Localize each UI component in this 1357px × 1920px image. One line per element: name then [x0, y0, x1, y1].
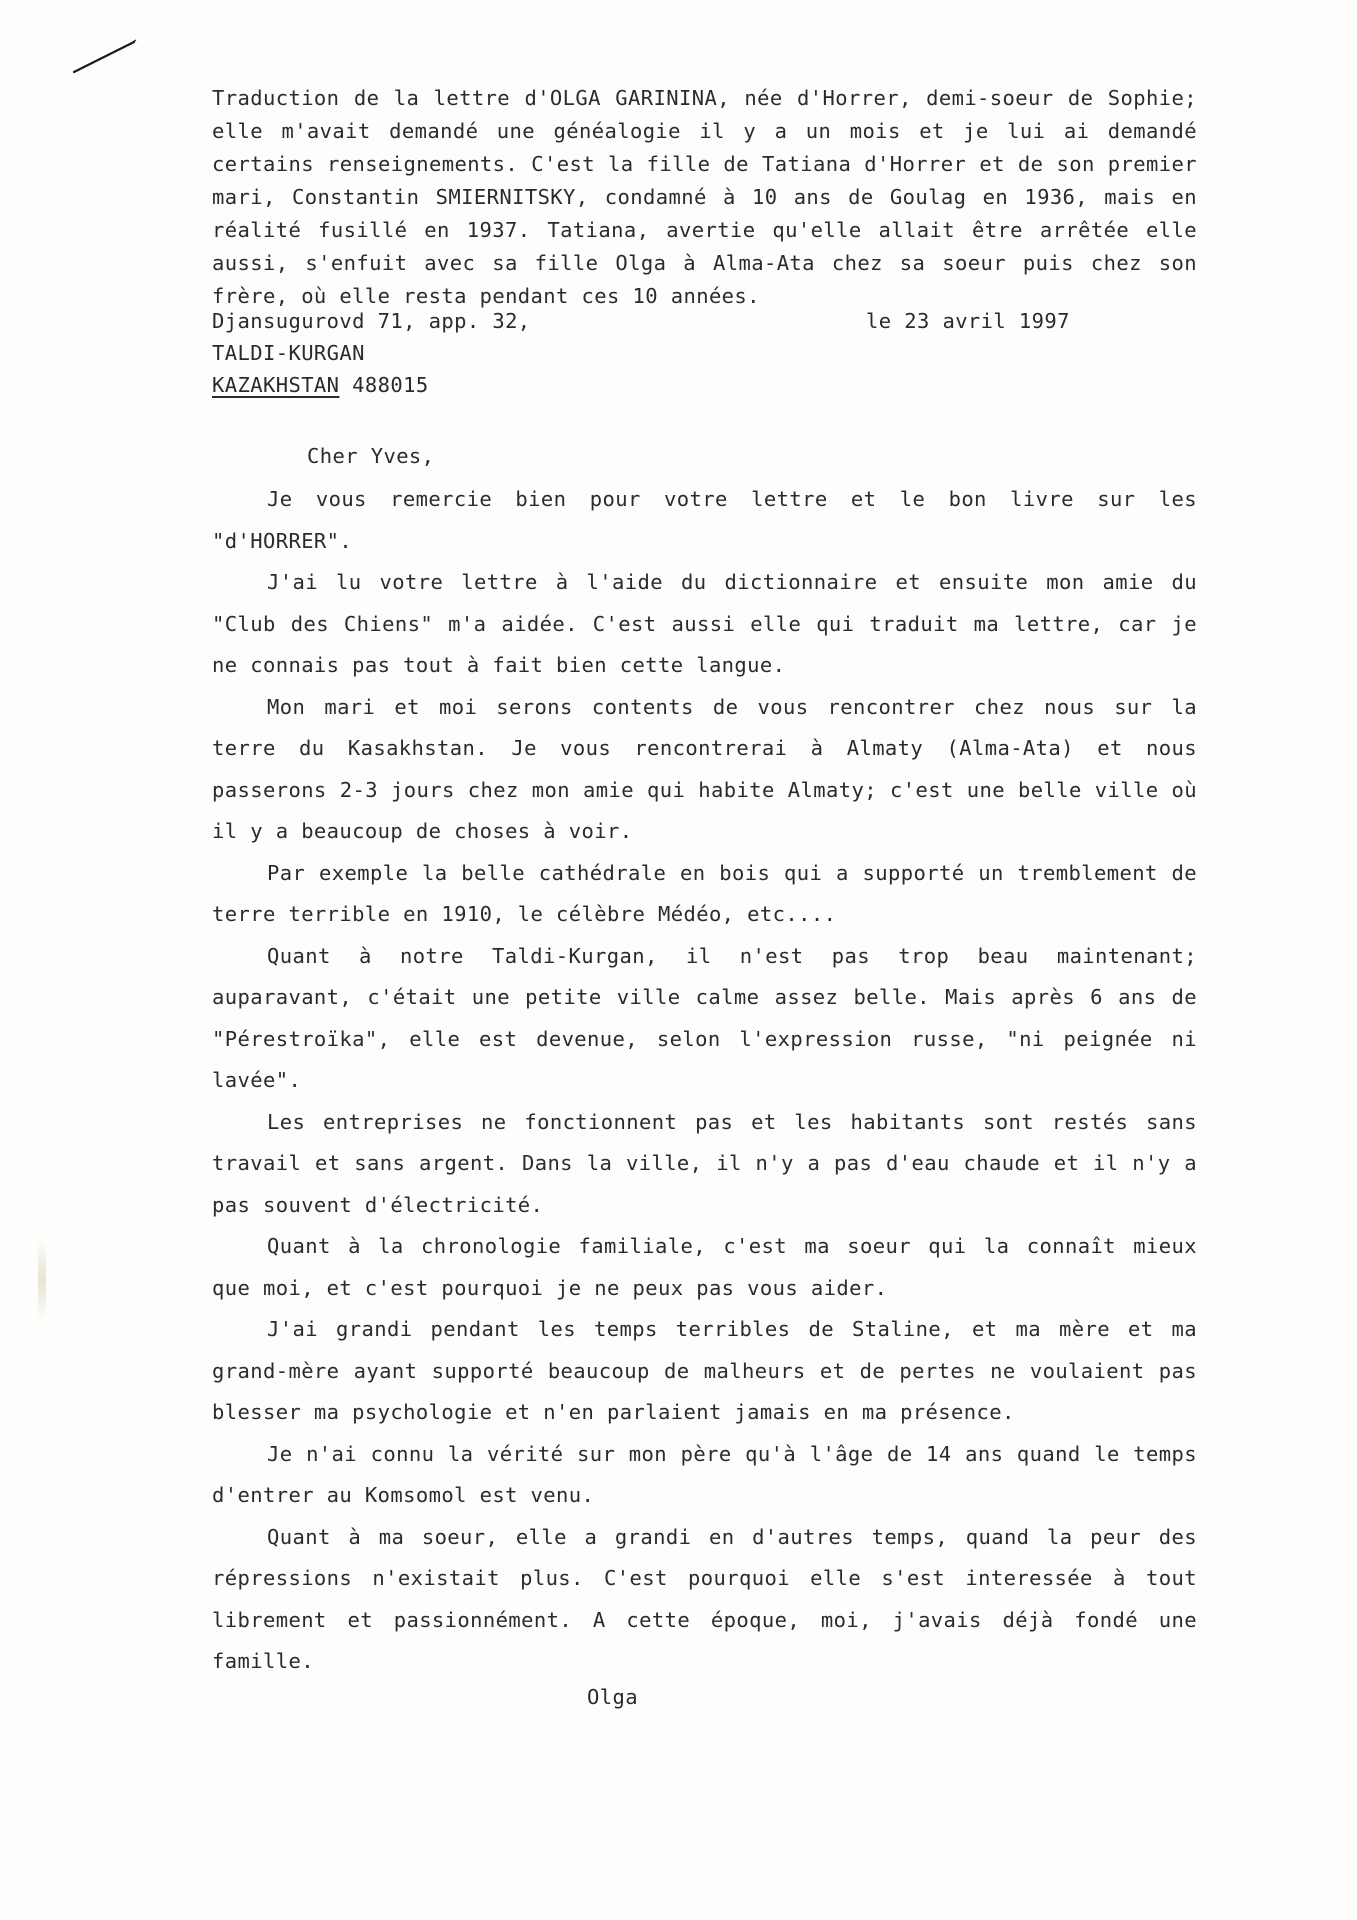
paragraph: Quant à notre Taldi-Kurgan, il n'est pas trop beau maintenant; auparavant, c'était une petite ville calme assez belle. Mais après 6 ans de "Pérestroïka", elle est devenue, selon l'expression russe, "ni peignée ni lavée".	[212, 943, 1197, 1092]
letter-date: le 23 avril 1997	[866, 309, 1070, 333]
paragraph: Par exemple la belle cathédrale en bois qui a supporté un tremblement de terre terrible en 1910, le célèbre Médéo, etc....	[212, 860, 1197, 926]
paragraph: Je vous remercie bien pour votre lettre et le bon livre sur les "d'HORRER".	[212, 487, 1197, 553]
paragraph: J'ai lu votre lettre à l'aide du dictionnaire et ensuite mon amie du "Club des Chiens" m'a aidée. C'est aussi elle qui traduit ma lettre, car je ne connais pas tout à fait bien cette langue.	[212, 570, 1197, 677]
pen-stroke-mark	[72, 36, 142, 76]
paragraph: Quant à la chronologie familiale, c'est ma soeur qui la connaît mieux que moi, et c'est pourquoi je ne peux pas vous aider.	[212, 1234, 1197, 1300]
address-postcode: 488015	[339, 373, 429, 397]
paragraph: J'ai grandi pendant les temps terribles de Staline, et ma mère et ma grand-mère ayant supporté beaucoup de malheurs et de pertes ne voulaient pas blesser ma psychologie et n'en parlaient jamais en ma présence.	[212, 1317, 1197, 1424]
address-city: TALDI-KURGAN	[212, 341, 365, 365]
paragraph: Quant à ma soeur, elle a grandi en d'autres temps, quand la peur des répressions n'existait plus. C'est pourquoi elle s'est interessée à tout librement et passionnément. A cette époque, moi, j'avais déjà fondé une famille.	[212, 1524, 1197, 1673]
address-country-line	[212, 369, 531, 401]
address-street: Djansugurovd 71, app. 32,	[212, 309, 531, 333]
translator-note-text: Traduction de la lettre d'OLGA GARININA, née d'Horrer, demi-soeur de Sophie; elle m'avait demandé une généalogie il y a un mois et je lui ai demandé certains renseignements. C'est la fille de Tatiana d'Horrer et de son premier mari, Constantin SMIERNITSKY, condamné à 10 ans de Goulag en 1936, mais en réalité fusillé en 1937. Tatiana, avertie qu'elle allait être arrêtée elle aussi, s'enfuit avec sa fille Olga à Alma-Ata chez sa soeur puis chez son frère, où elle resta pendant ces 10 années.	[212, 86, 1197, 308]
paper-stain	[38, 1240, 46, 1320]
paragraph: Je n'ai connu la vérité sur mon père qu'à l'âge de 14 ans quand le temps d'entrer au Komsomol est venu.	[212, 1441, 1197, 1507]
translator-note	[212, 82, 1197, 313]
address-country: KAZAKHSTAN	[212, 373, 340, 397]
signature: Olga	[587, 1685, 638, 1709]
salutation: Cher Yves,	[307, 444, 435, 468]
paragraph: Mon mari et moi serons contents de vous rencontrer chez nous sur la terre du Kasakhstan. Je vous rencontrerai à Almaty (Alma-Ata) et nous passerons 2-3 jours chez mon amie qui habite Almaty; c'est une belle ville où il y a beaucoup de choses à voir.	[212, 694, 1197, 843]
paragraph: Les entreprises ne fonctionnent pas et les habitants sont restés sans travail et sans argent. Dans la ville, il n'y a pas d'eau chaude et il n'y a pas souvent d'électricité.	[212, 1109, 1197, 1217]
letter-body	[212, 479, 1197, 1683]
sender-address	[212, 305, 531, 401]
